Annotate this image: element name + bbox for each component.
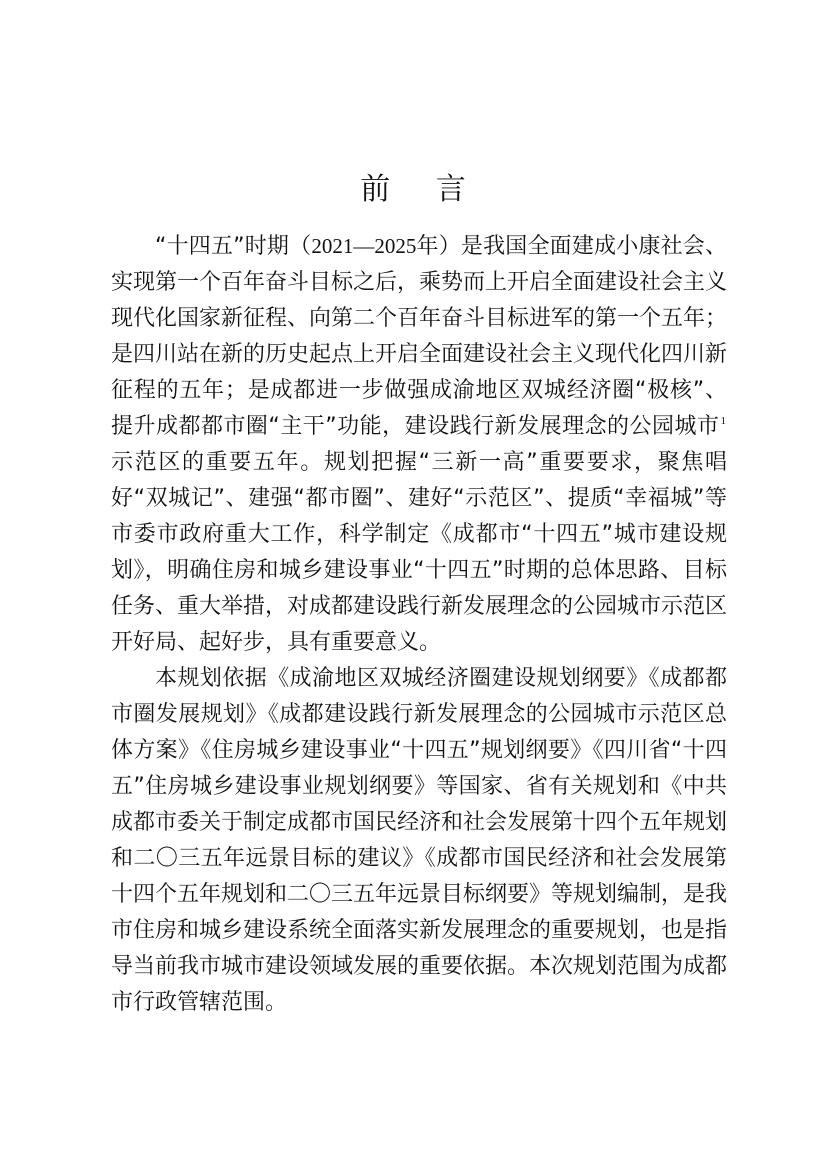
document-body <box>111 228 727 1021</box>
page-title: 前 言 <box>360 172 484 208</box>
paragraph-2: 本规划依据《成渝地区双城经济圈建设规划纲要》《成都都市圈发展规划》《成都建设践行新发展理念的公园城市示范区总体方案》《住房城乡建设事业“十四五”规划纲要》《四川省“十四五”住房城乡建设事业规划纲要》等国家、省有关规划和《中共成都市委关于制定成都市国民经济和社会发展第十四个五年规划和二〇三五年远景目标的建议》《成都市国民经济和社会发展第十四个五年规划和二〇三五年远景目标纲要》等规划编制，是我市住房和城乡建设系统全面落实新发展理念的重要规划，也是指导当前我市城市建设领域发展的重要依据。本次规划范围为成都市行政管辖范围。 <box>111 666 728 1015</box>
paragraph-1-part-a: “十四五”时期（ <box>155 234 312 259</box>
footnote-mark: 1 <box>720 415 727 427</box>
paragraph-1 <box>111 228 727 661</box>
paragraph-1-years: 2021—2025 <box>311 234 417 258</box>
paragraph-1-part-b: 年）是我国全面建成小康社会、实现第一个百年奋斗目标之后，乘势而上开启全面建设社会主义现代化国家新征程、向第二个百年奋斗目标进军的第一个五年；是四川站在新的历史起点上开启全面建设社会主义现代化四川新征程的五年；是成都进一步做强成渝地区双城经济圈“极核”、提升成都都市圈“主干”功能，建设践行新发展理念的公园城市 <box>111 234 728 439</box>
paragraph-1-part-c: 示范区的重要五年。规划把握“三新一高”重要要求，聚焦唱好“双城记”、建强“都市圈”、建好“示范区”、提质“幸福城”等市委市政府重大工作，科学制定《成都市“十四五”城市建设规划》，明确住房和城乡建设事业“十四五”时期的总体思路、目标任务、重大举措，对成都建设践行新发展理念的公园城市示范区开好局、起好步，具有重要意义。 <box>111 450 728 655</box>
